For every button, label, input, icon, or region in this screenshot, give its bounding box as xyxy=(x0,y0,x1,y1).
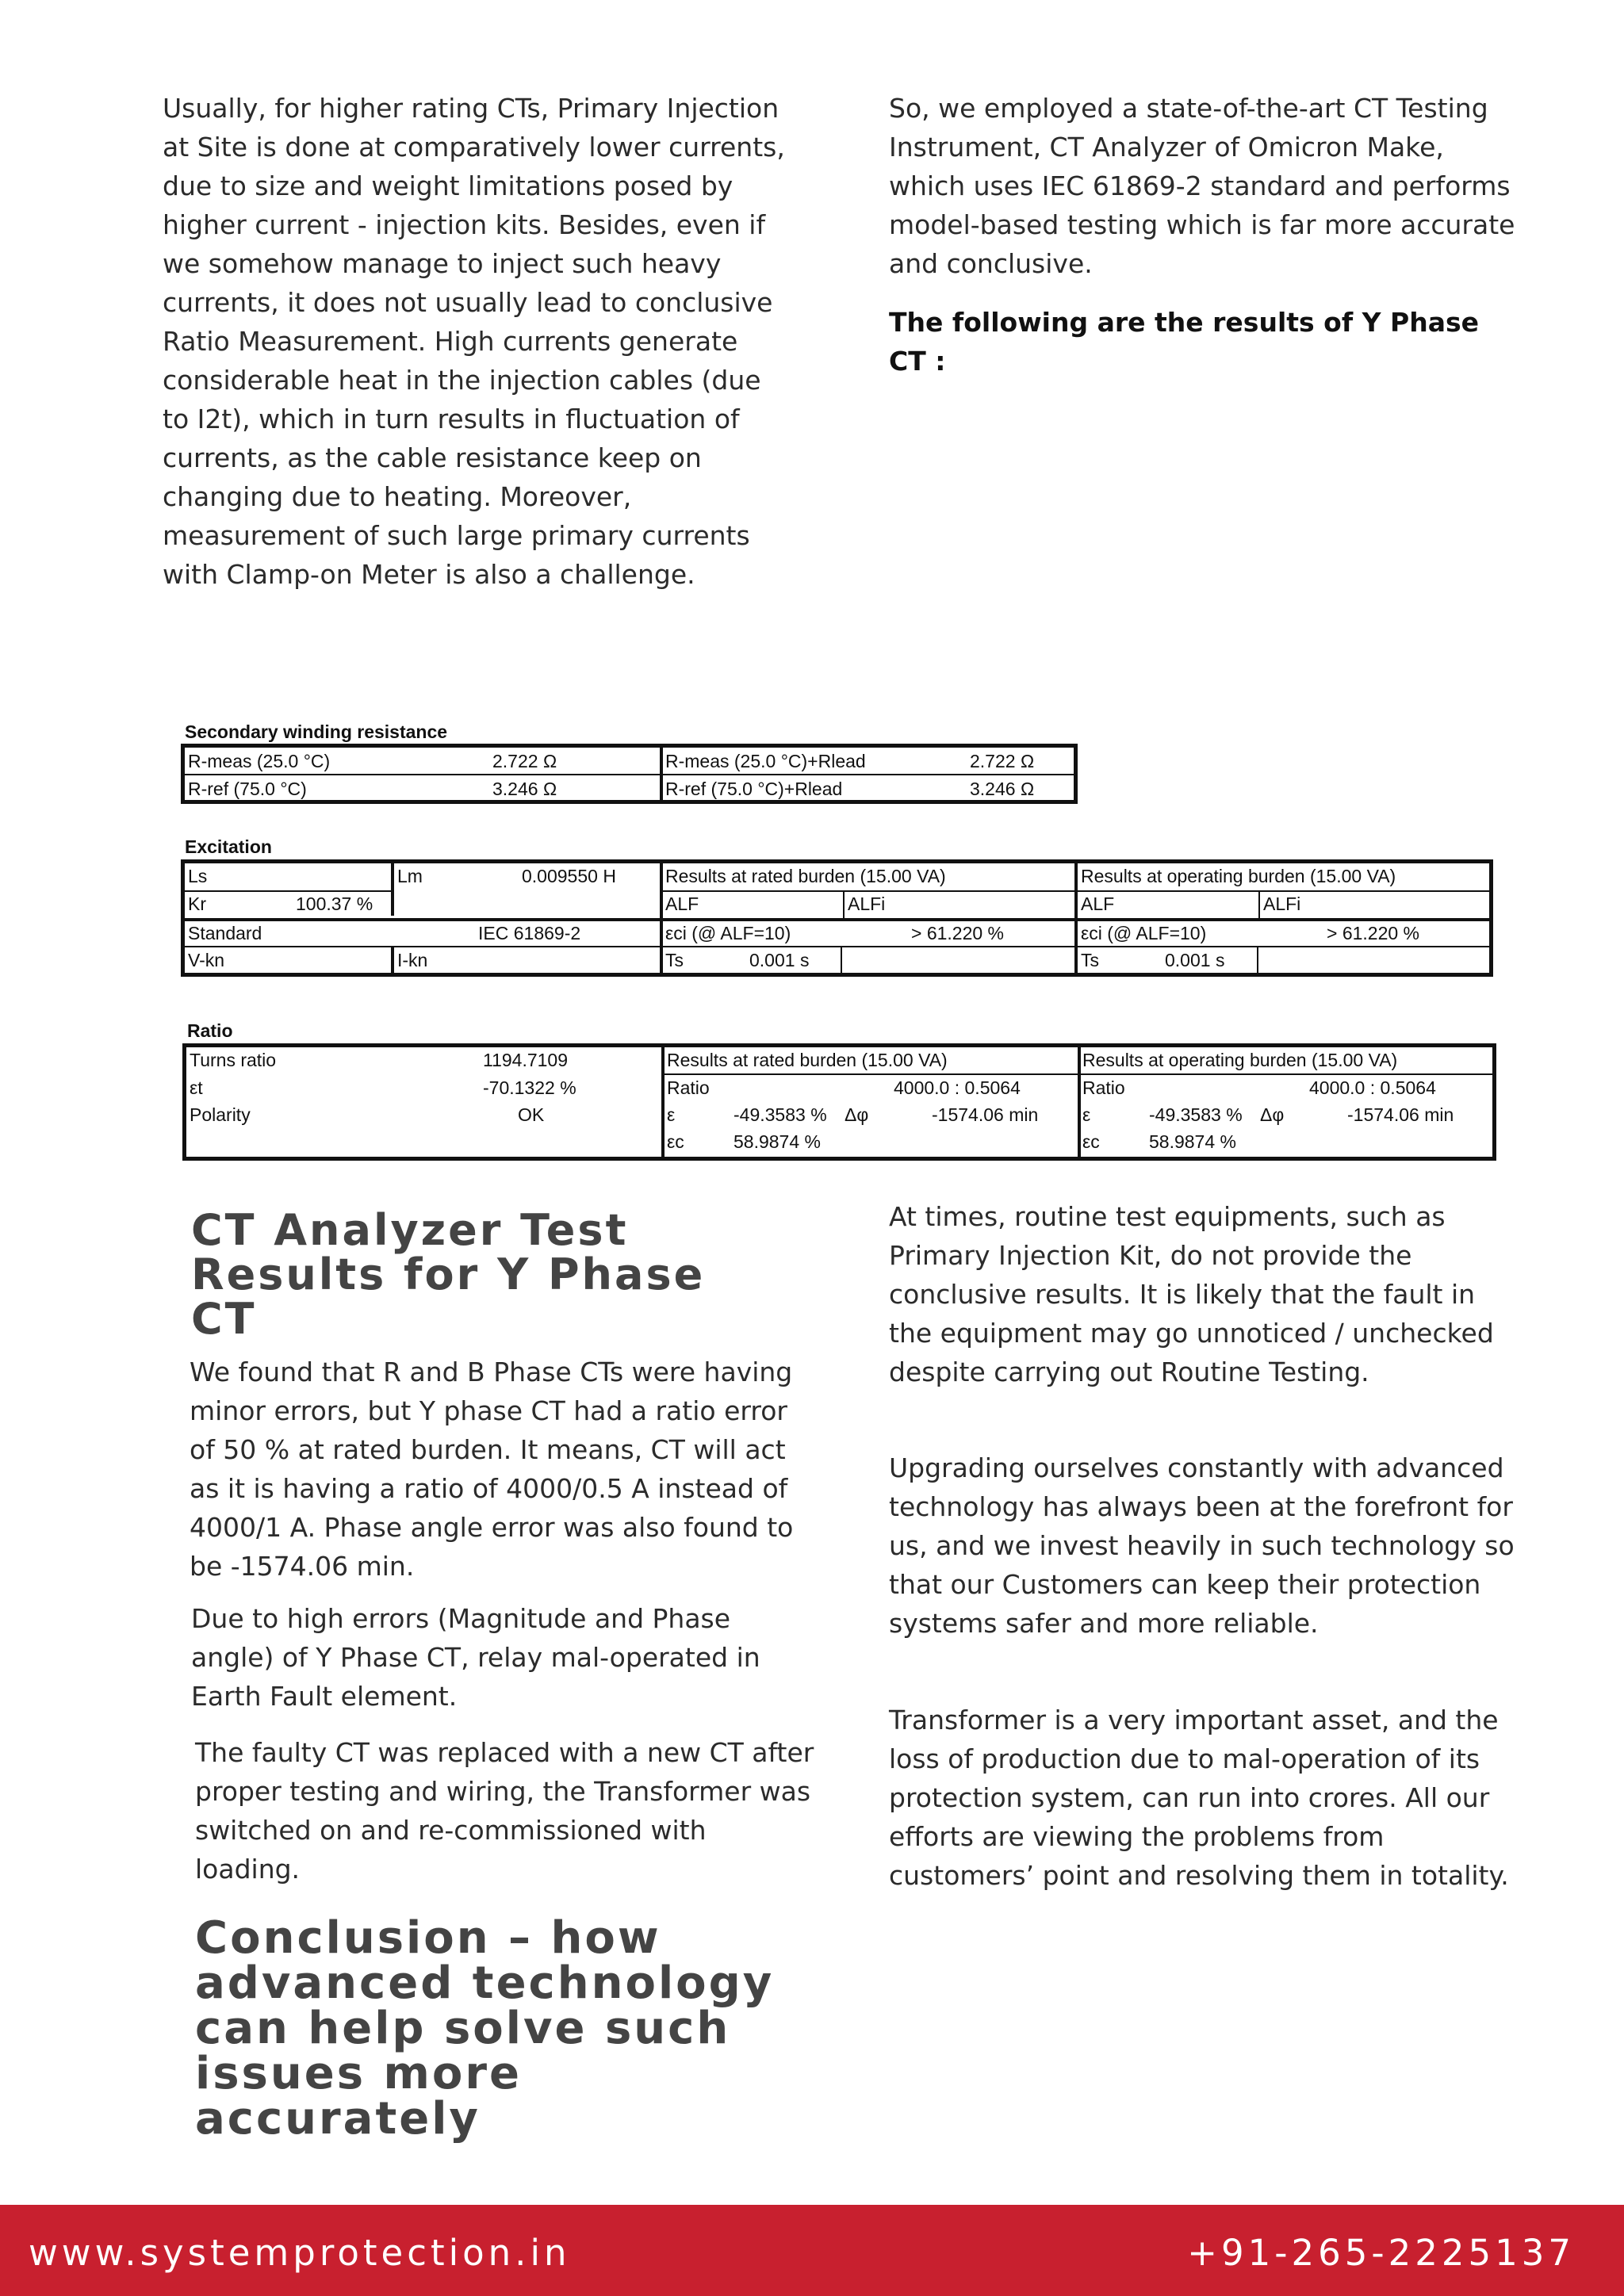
rated-burden-header: Results at rated burden (15.00 VA) xyxy=(667,1050,948,1070)
results-paragraph-3: The faulty CT was replaced with a new CT after proper testing and wiring, the Transformer was switched on and re-commissioned with loading. xyxy=(195,1737,814,1885)
polarity-value: OK xyxy=(518,1104,545,1125)
kr-label: Kr xyxy=(188,894,206,914)
ratio-label: Ratio xyxy=(667,1077,710,1098)
epsilon-label: ε xyxy=(667,1104,676,1125)
conclusion-heading: Conclusion – how advanced technology can help solve such issues more accurately xyxy=(195,1912,775,2145)
conclusion-paragraph-3: Transformer is a very important asset, and the loss of production due to mal-operation of its protection system, can run into crores. All our efforts are viewing the problems from customers’ point and resolving them in totality. xyxy=(889,1705,1509,1891)
dphi-label: Δφ xyxy=(845,1104,869,1125)
intro-paragraph: Usually, for higher rating CTs, Primary Injection at Site is done at comparatively lower currents, due to size and weight limitations posed by higher current - injection kits. Besides, even if we somehow manage to inject such heavy currents, it does not usually lead to conclusive Ratio Measurement. High currents generate considerable heat in the injection cables (due to I2t), which in turn results in fluctuation of currents, as the cable resistance keep on changing due to heating. Moreover, measurement of such large primary currents with Clamp-on Meter is also a challenge. xyxy=(163,93,785,590)
resistance-table xyxy=(181,744,1078,804)
ec-label: εc xyxy=(667,1131,684,1152)
r-ref-value: 3.246 Ω xyxy=(492,779,557,799)
r-ref-label: R-ref (75.0 °C) xyxy=(188,779,307,799)
ls-label: Ls xyxy=(188,866,208,886)
r-meas-value: 2.722 Ω xyxy=(492,751,557,771)
eci-label: εci (@ ALF=10) xyxy=(665,923,791,943)
results-intro-bold: The following are the results of Y Phase CT : xyxy=(889,307,1480,377)
alf-label: ALF xyxy=(1081,894,1115,914)
ratio-label: Ratio xyxy=(1082,1077,1125,1098)
ts-label: Ts xyxy=(665,950,684,970)
r-meas-label: R-meas (25.0 °C) xyxy=(188,751,331,771)
turns-ratio-value: 1194.7109 xyxy=(483,1050,569,1070)
table-row-divider xyxy=(185,918,1489,921)
table-divider xyxy=(1078,1047,1081,1157)
ikn-label: I-kn xyxy=(397,950,428,970)
eci-value: > 61.220 % xyxy=(1327,923,1420,943)
r-meas-lead-value: 2.722 Ω xyxy=(970,751,1035,771)
et-label: εt xyxy=(190,1077,203,1098)
ts-value: 0.001 s xyxy=(749,950,810,970)
ratio-table xyxy=(182,1043,1496,1161)
conclusion-paragraph-2: Upgrading ourselves constantly with advanced technology has always been at the forefront for us, and we invest heavily in such technology so that our Customers can keep their protection systems safer and more reliable. xyxy=(889,1452,1515,1639)
ec-value: 58.9874 % xyxy=(1149,1131,1236,1152)
alfi-label: ALFi xyxy=(1263,894,1301,914)
lm-label: Lm xyxy=(397,866,423,886)
results-heading: CT Analyzer Test Results for Y Phase CT xyxy=(191,1205,706,1344)
vkn-label: V-kn xyxy=(188,950,225,970)
lm-value: 0.009550 H xyxy=(522,866,616,886)
website-link[interactable]: www.systemprotection.in xyxy=(29,2232,571,2274)
footer-bar xyxy=(0,2205,1624,2296)
dphi-value: -1574.06 min xyxy=(932,1104,1039,1125)
epsilon-label: ε xyxy=(1082,1104,1091,1125)
ec-value: 58.9874 % xyxy=(733,1131,821,1152)
table-divider xyxy=(391,863,394,916)
table-divider xyxy=(841,946,842,973)
ratio-value: 4000.0 : 0.5064 xyxy=(894,1077,1021,1098)
alf-label: ALF xyxy=(665,894,699,914)
eci-value: > 61.220 % xyxy=(911,923,1005,943)
table-divider xyxy=(843,890,845,918)
table-divider xyxy=(1257,946,1258,973)
standard-value: IEC 61869-2 xyxy=(478,923,581,943)
phone-link[interactable]: +91-265-2225137 xyxy=(1187,2232,1575,2274)
table-divider xyxy=(1258,890,1260,918)
operating-burden-header: Results at operating burden (15.00 VA) xyxy=(1082,1050,1398,1070)
turns-ratio-label: Turns ratio xyxy=(190,1050,277,1070)
ts-value: 0.001 s xyxy=(1165,950,1225,970)
dphi-label: Δφ xyxy=(1260,1104,1285,1125)
standard-label: Standard xyxy=(188,923,262,943)
epsilon-value: -49.3583 % xyxy=(1149,1104,1243,1125)
results-paragraph-1: We found that R and B Phase CTs were having minor errors, but Y phase CT had a ratio error of 50 % at rated burden. It means, CT will act as it is having a ratio of 4000/0.5 A instead of 4000/1 A. Phase angle error was also found to be -1574.06 min. xyxy=(190,1357,794,1582)
r-meas-lead-label: R-meas (25.0 °C)+Rlead xyxy=(665,751,866,771)
kr-value: 100.37 % xyxy=(296,894,373,914)
r-ref-lead-value: 3.246 Ω xyxy=(970,779,1035,799)
ec-label: εc xyxy=(1082,1131,1100,1152)
r-ref-lead-label: R-ref (75.0 °C)+Rlead xyxy=(665,779,843,799)
eci-label: εci (@ ALF=10) xyxy=(1081,923,1207,943)
conclusion-paragraph-1: At times, routine test equipments, such as Primary Injection Kit, do not provide the conclusive results. It is likely that the fault in the equipment may go unnoticed / unchecked despite carrying out Routine Testing. xyxy=(889,1201,1494,1387)
table-divider xyxy=(661,1047,665,1157)
table-row-divider xyxy=(185,774,1074,775)
results-paragraph-2: Due to high errors (Magnitude and Phase angle) of Y Phase CT, relay mal-operated in Earth Fault element. xyxy=(191,1603,760,1712)
alfi-label: ALFi xyxy=(848,894,886,914)
polarity-label: Polarity xyxy=(190,1104,251,1125)
ratio-value: 4000.0 : 0.5064 xyxy=(1309,1077,1436,1098)
table-divider xyxy=(391,946,394,973)
epsilon-value: -49.3583 % xyxy=(733,1104,827,1125)
instrument-paragraph: So, we employed a state-of-the-art CT Testing Instrument, CT Analyzer of Omicron Make, which uses IEC 61869-2 standard and performs model-based testing which is far more accurate and conclusive. xyxy=(889,93,1515,279)
rated-burden-header: Results at rated burden (15.00 VA) xyxy=(665,866,946,886)
resistance-table-title: Secondary winding resistance xyxy=(185,721,448,742)
table-row-divider xyxy=(661,1073,1492,1075)
dphi-value: -1574.06 min xyxy=(1347,1104,1454,1125)
ts-label: Ts xyxy=(1081,950,1099,970)
table-row-divider xyxy=(660,890,1489,892)
table-row-divider xyxy=(185,946,1489,947)
et-value: -70.1322 % xyxy=(483,1077,576,1098)
operating-burden-header: Results at operating burden (15.00 VA) xyxy=(1081,866,1396,886)
excitation-table xyxy=(181,859,1493,977)
ratio-table-title: Ratio xyxy=(187,1020,233,1041)
excitation-table-title: Excitation xyxy=(185,836,272,857)
